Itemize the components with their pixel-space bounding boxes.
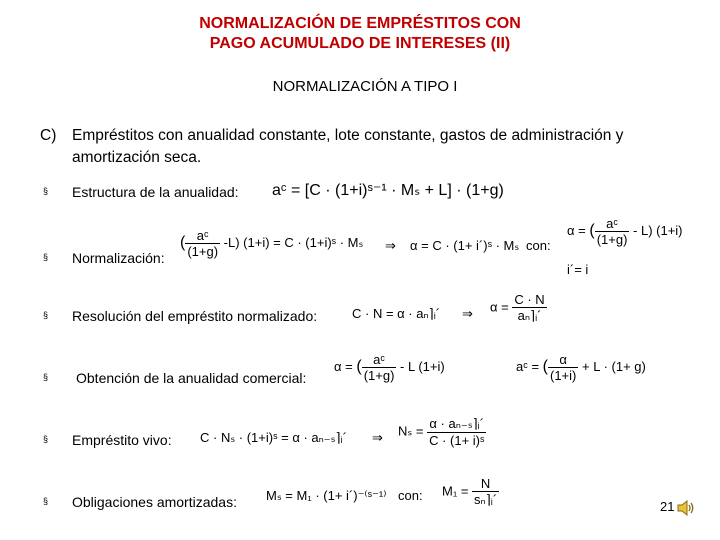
bullet-6: § xyxy=(43,496,49,506)
bullet-3: § xyxy=(43,310,49,320)
formula-normalization-con: con: xyxy=(526,238,551,253)
slide-title xyxy=(0,14,720,54)
section-c xyxy=(40,125,710,169)
section-letter: C) xyxy=(40,127,57,144)
bullet-1: § xyxy=(43,186,49,196)
item-label-normalization: Normalización: xyxy=(72,250,165,266)
formula-amortized-con: con: xyxy=(398,488,423,503)
formula-living-loan-a: C · Nₛ · (1+i)ˢ = α · aₙ₋ₛ⌉ᵢ´ xyxy=(200,430,347,445)
bullet-4: § xyxy=(43,372,49,382)
item-label-resolution: Resolución del empréstito normalizado: xyxy=(72,308,318,324)
formula-amortized-a: Mₛ = M₁ · (1+ i´)⁻⁽ˢ⁻¹⁾ xyxy=(266,488,387,503)
item-label-living-loan: Empréstito vivo: xyxy=(72,432,172,448)
title-line-1: NORMALIZACIÓN DE EMPRÉSTITOS CON xyxy=(199,15,521,32)
formula-commercial-a: α = ( $\frac{\text{aᶜ}}{(1+g)}$ - L (1+i) xyxy=(334,352,445,383)
formula-normalization-c: α = ( $\frac{\text{aᶜ}}{(1+g)}$ - L) (1+i) xyxy=(567,216,683,247)
bullet-2: § xyxy=(43,252,49,262)
formula-commercial-b: aᶜ = ( $\frac{\alpha}{(1+i)}$ + L · (1+ g) xyxy=(516,352,646,383)
item-label-structure: Estructura de la anualidad: xyxy=(72,184,239,200)
formula-resolution-b: α = $\frac{C \cdot N}{\text{aₙ⌉ᵢ´}}$ xyxy=(490,292,545,323)
formula-amortized-b: M₁ = $\frac{N}{\text{sₙ⌉ᵢ´}}$ xyxy=(442,476,498,507)
formula-resolution-a: C · N = α · aₙ⌉ᵢ´ xyxy=(352,306,441,321)
implies-arrow-3: ⇒ xyxy=(372,430,383,445)
title-line-2: PAGO ACUMULADO DE INTERESES (II) xyxy=(209,35,511,52)
item-label-commercial: Obtención de la anualidad comercial: xyxy=(76,370,307,386)
page-number: 21 xyxy=(660,499,675,514)
item-label-amortized: Obligaciones amortizadas: xyxy=(72,494,237,510)
formula-structure: aᶜ = [C · (1+i)ˢ⁻¹ · Mₛ + L] · (1+g) xyxy=(272,182,504,199)
formula-normalization-b: α = C · (1+ i´)ˢ · Mₛ xyxy=(410,238,520,253)
formula-living-loan-b: Nₛ = $\frac{\text{α · aₙ₋ₛ⌉ᵢ´}}{\text{C · (1+ i)ˢ}}$ xyxy=(398,416,485,448)
implies-arrow-2: ⇒ xyxy=(462,306,473,321)
formula-normalization-a: ( $\frac{\text{aᶜ}}{(1+g)}$ -L) (1+i) = C · (1+i)ˢ · Mₛ xyxy=(180,228,364,259)
speaker-icon[interactable] xyxy=(676,498,696,523)
implies-arrow-1: ⇒ xyxy=(385,238,396,253)
slide-subtitle: NORMALIZACIÓN A TIPO I xyxy=(272,78,458,95)
formula-normalization-i: i´= i xyxy=(567,262,589,277)
section-text: Empréstitos con anualidad constante, lote constante, gastos de administración y amortización seca. xyxy=(72,127,624,166)
bullet-5: § xyxy=(43,434,49,444)
